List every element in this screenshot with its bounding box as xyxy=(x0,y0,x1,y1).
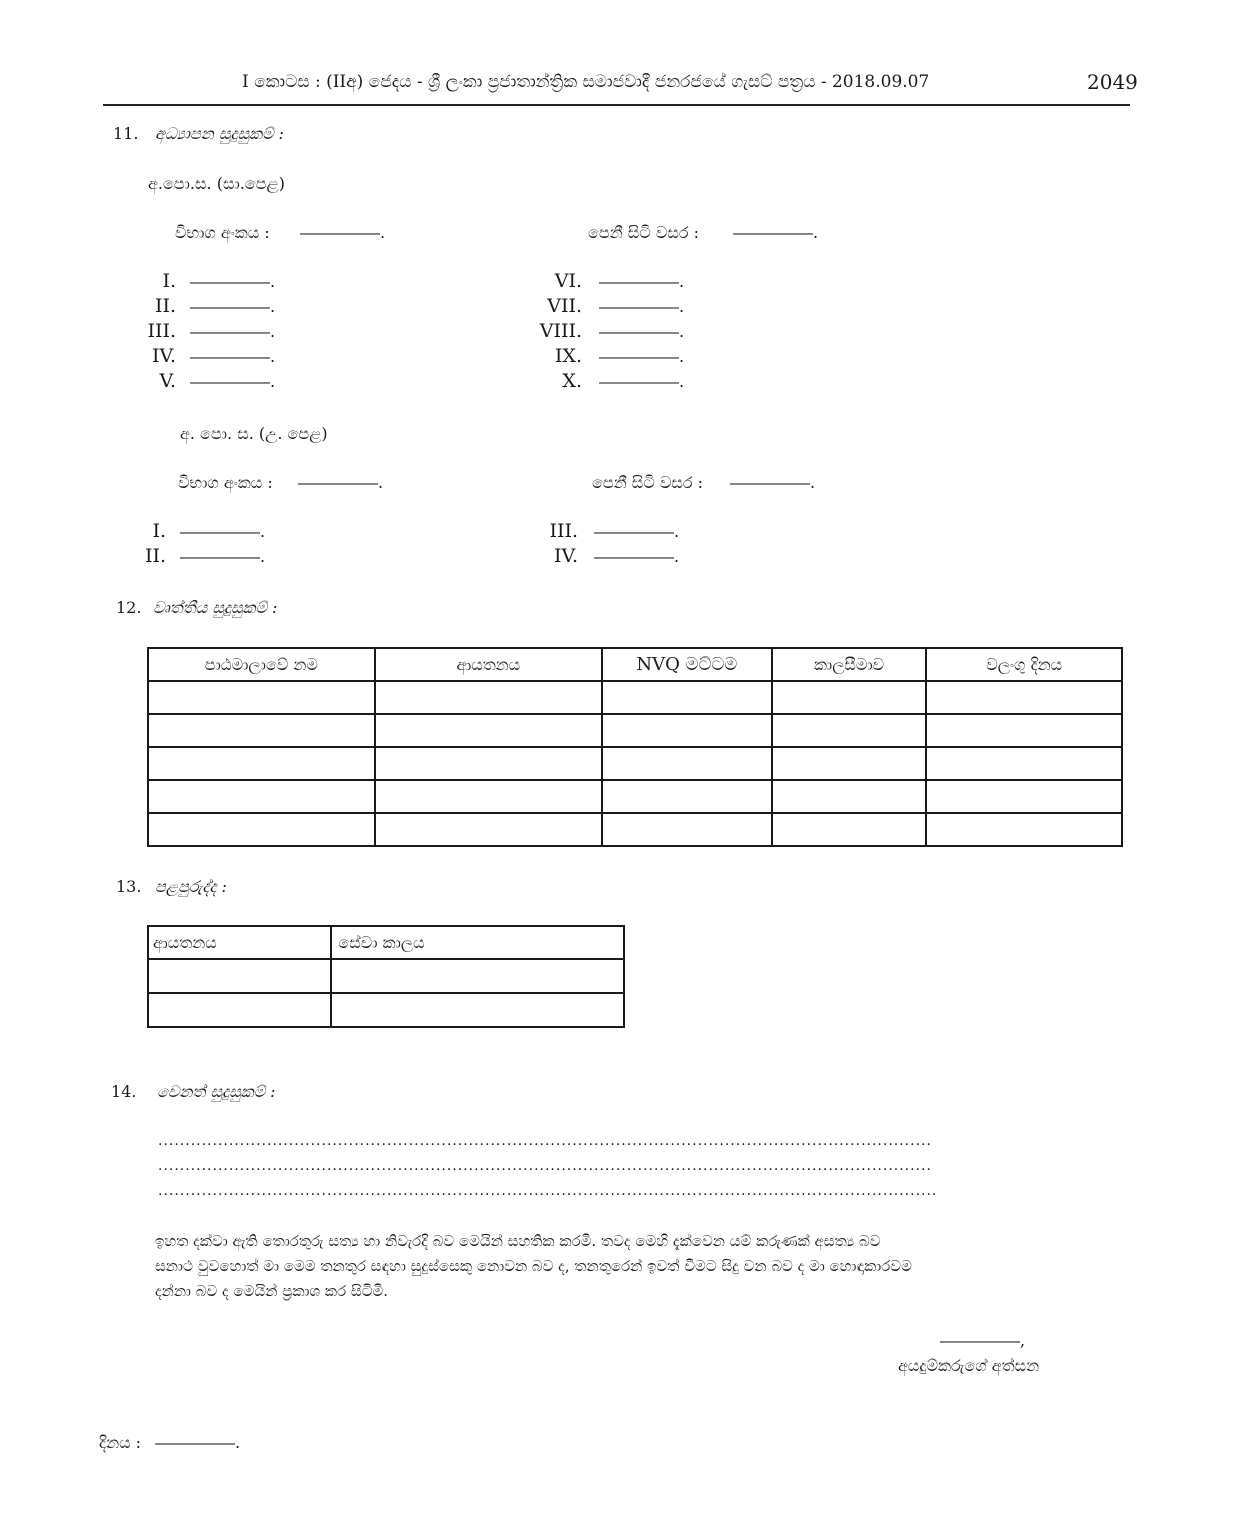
page-number: 2049 xyxy=(1087,70,1138,94)
table-cell[interactable] xyxy=(772,681,927,714)
al-year-blank[interactable]: ―――――. xyxy=(730,473,816,492)
dotted-line[interactable]: .............................................................................................................................................. xyxy=(158,1158,932,1174)
table-row xyxy=(148,747,1122,780)
ol-subject-numeral: V. xyxy=(159,370,176,392)
column-header-duration: කාලසීමාව xyxy=(772,648,927,681)
section-14-number: 14. xyxy=(111,1082,137,1101)
al-subject-numeral: III. xyxy=(549,520,578,542)
al-subject-blank[interactable]: ―――――. xyxy=(594,547,680,566)
al-index-label: විභාග අංකය : xyxy=(178,473,273,492)
ol-heading: අ.පො.ස. (සා.පෙළ) xyxy=(148,174,285,193)
ol-subject-numeral: VII. xyxy=(547,295,582,317)
ol-subject-blank[interactable]: ―――――. xyxy=(599,297,685,316)
column-header-nvq-level: NVQ මට්ටම xyxy=(602,648,772,681)
table-row xyxy=(148,714,1122,747)
table-row xyxy=(148,780,1122,813)
column-header-institute: ආයතනය xyxy=(148,926,331,959)
header-rule xyxy=(103,104,1130,106)
section-14-title: වෙනත් සුදුසුකම් : xyxy=(157,1082,276,1101)
table-cell[interactable] xyxy=(331,993,624,1027)
section-12-number: 12. xyxy=(116,598,142,617)
declaration-line: සනාථ වුවහොත් මා මෙම තනතුර සඳහා සුදුස්සෙකු නොවන බව ද, තනතුරෙන් ඉවත් වීමට සිදු වන බව ද මා හොඳාකාරවම xyxy=(155,1257,912,1275)
table-cell[interactable] xyxy=(926,681,1122,714)
table-cell[interactable] xyxy=(148,813,375,846)
al-subject-numeral: I. xyxy=(152,520,166,542)
ol-subject-numeral: II. xyxy=(154,295,176,317)
table-row xyxy=(148,681,1122,714)
ol-subject-blank[interactable]: ―――――. xyxy=(190,297,276,316)
table-cell[interactable] xyxy=(375,780,603,813)
experience-table xyxy=(147,925,625,1028)
table-cell[interactable] xyxy=(148,959,331,993)
table-cell[interactable] xyxy=(148,747,375,780)
table-cell[interactable] xyxy=(602,813,772,846)
ol-subject-numeral: VIII. xyxy=(539,320,582,342)
table-cell[interactable] xyxy=(375,747,603,780)
section-13-title: පළපුරුද්ද : xyxy=(155,877,227,896)
table-cell[interactable] xyxy=(602,681,772,714)
table-cell[interactable] xyxy=(375,813,603,846)
ol-subject-numeral: X. xyxy=(562,370,582,392)
section-12-title: වෘත්තීය සුදුසුකම් : xyxy=(153,598,278,617)
signature-label: අයදුම්කරුගේ අත්සන xyxy=(898,1356,1040,1375)
section-11-title: අධ්‍යාපන සුදුසුකම් : xyxy=(155,124,284,143)
ol-subject-numeral: IV. xyxy=(152,345,176,367)
ol-subject-blank[interactable]: ―――――. xyxy=(599,272,685,291)
al-subject-numeral: IV. xyxy=(554,545,578,567)
al-subject-numeral: II. xyxy=(144,545,166,567)
ol-subject-numeral: I. xyxy=(162,270,176,292)
ol-subject-blank[interactable]: ―――――. xyxy=(190,347,276,366)
table-cell[interactable] xyxy=(602,747,772,780)
al-index-blank[interactable]: ―――――. xyxy=(298,473,384,492)
table-cell[interactable] xyxy=(375,714,603,747)
table-cell[interactable] xyxy=(772,813,927,846)
signature-blank[interactable]: ―――――, xyxy=(940,1331,1026,1350)
al-heading: අ. පො. ස. (උ. පෙළ) xyxy=(180,424,328,443)
ol-subject-blank[interactable]: ―――――. xyxy=(599,372,685,391)
column-header-service-period: සේවා කාලය xyxy=(331,926,624,959)
ol-subject-numeral: VI. xyxy=(554,270,582,292)
table-cell[interactable] xyxy=(772,747,927,780)
ol-index-blank[interactable]: ―――――. xyxy=(300,223,386,242)
al-subject-blank[interactable]: ―――――. xyxy=(180,522,266,541)
gazette-header-title: I කොටස : (IIඅ) ජෙදය - ශ්‍රී ලංකා ප්‍රජාතාන්ත්‍රික සමාජවාදී ජනරජයේ ගැසට් පත්‍රය - 2018.09.07 xyxy=(242,72,930,92)
table-cell[interactable] xyxy=(148,681,375,714)
professional-qualifications-table xyxy=(147,647,1123,847)
ol-subject-blank[interactable]: ―――――. xyxy=(190,372,276,391)
table-row xyxy=(148,959,624,993)
date-blank[interactable]: ―――――. xyxy=(155,1433,241,1452)
al-subject-blank[interactable]: ―――――. xyxy=(180,547,266,566)
declaration-line: දන්නා බව ද මෙයින් ප්‍රකාශ කර සිටිමි. xyxy=(155,1282,389,1300)
declaration-paragraph xyxy=(155,1229,1125,1304)
table-cell[interactable] xyxy=(331,959,624,993)
column-header-course-name: පාඨමාලාවේ නම xyxy=(148,648,375,681)
section-13-number: 13. xyxy=(116,877,142,896)
ol-subject-numeral: III. xyxy=(147,320,176,342)
ol-subject-blank[interactable]: ―――――. xyxy=(190,272,276,291)
ol-year-blank[interactable]: ―――――. xyxy=(733,223,819,242)
ol-subject-blank[interactable]: ―――――. xyxy=(599,322,685,341)
ol-subject-blank[interactable]: ―――――. xyxy=(190,322,276,341)
al-year-label: පෙනී සිටි වසර : xyxy=(592,473,704,492)
dotted-line[interactable]: ............................................................................................................................................... xyxy=(158,1183,938,1199)
declaration-line: ඉහත දක්වා ඇති තොරතුරු සත්‍ය හා නිවැරදි බව මෙයින් සහතික කරමි. තවද මෙහි දැක්වෙන යම් කරුණක් අසත්‍ය බව xyxy=(155,1232,881,1250)
table-cell[interactable] xyxy=(926,780,1122,813)
table-cell[interactable] xyxy=(772,714,927,747)
column-header-valid-date: වලංගු දිනය xyxy=(926,648,1122,681)
table-cell[interactable] xyxy=(148,780,375,813)
dotted-line[interactable]: .............................................................................................................................................. xyxy=(158,1133,932,1149)
ol-subject-blank[interactable]: ―――――. xyxy=(599,347,685,366)
section-11-number: 11. xyxy=(113,124,139,143)
table-row xyxy=(148,813,1122,846)
date-label: දිනය : xyxy=(99,1433,142,1452)
table-row xyxy=(148,993,624,1027)
table-cell[interactable] xyxy=(772,780,927,813)
ol-index-label: විභාග අංකය : xyxy=(175,223,270,242)
table-cell[interactable] xyxy=(602,780,772,813)
table-cell[interactable] xyxy=(926,813,1122,846)
column-header-institute: ආයතනය xyxy=(375,648,603,681)
table-cell[interactable] xyxy=(926,747,1122,780)
al-subject-blank[interactable]: ―――――. xyxy=(594,522,680,541)
table-cell[interactable] xyxy=(602,714,772,747)
table-cell[interactable] xyxy=(926,714,1122,747)
table-cell[interactable] xyxy=(148,993,331,1027)
table-cell[interactable] xyxy=(375,681,603,714)
table-cell[interactable] xyxy=(148,714,375,747)
ol-subject-numeral: IX. xyxy=(554,345,582,367)
ol-year-label: පෙනී සිටි වසර : xyxy=(588,223,700,242)
